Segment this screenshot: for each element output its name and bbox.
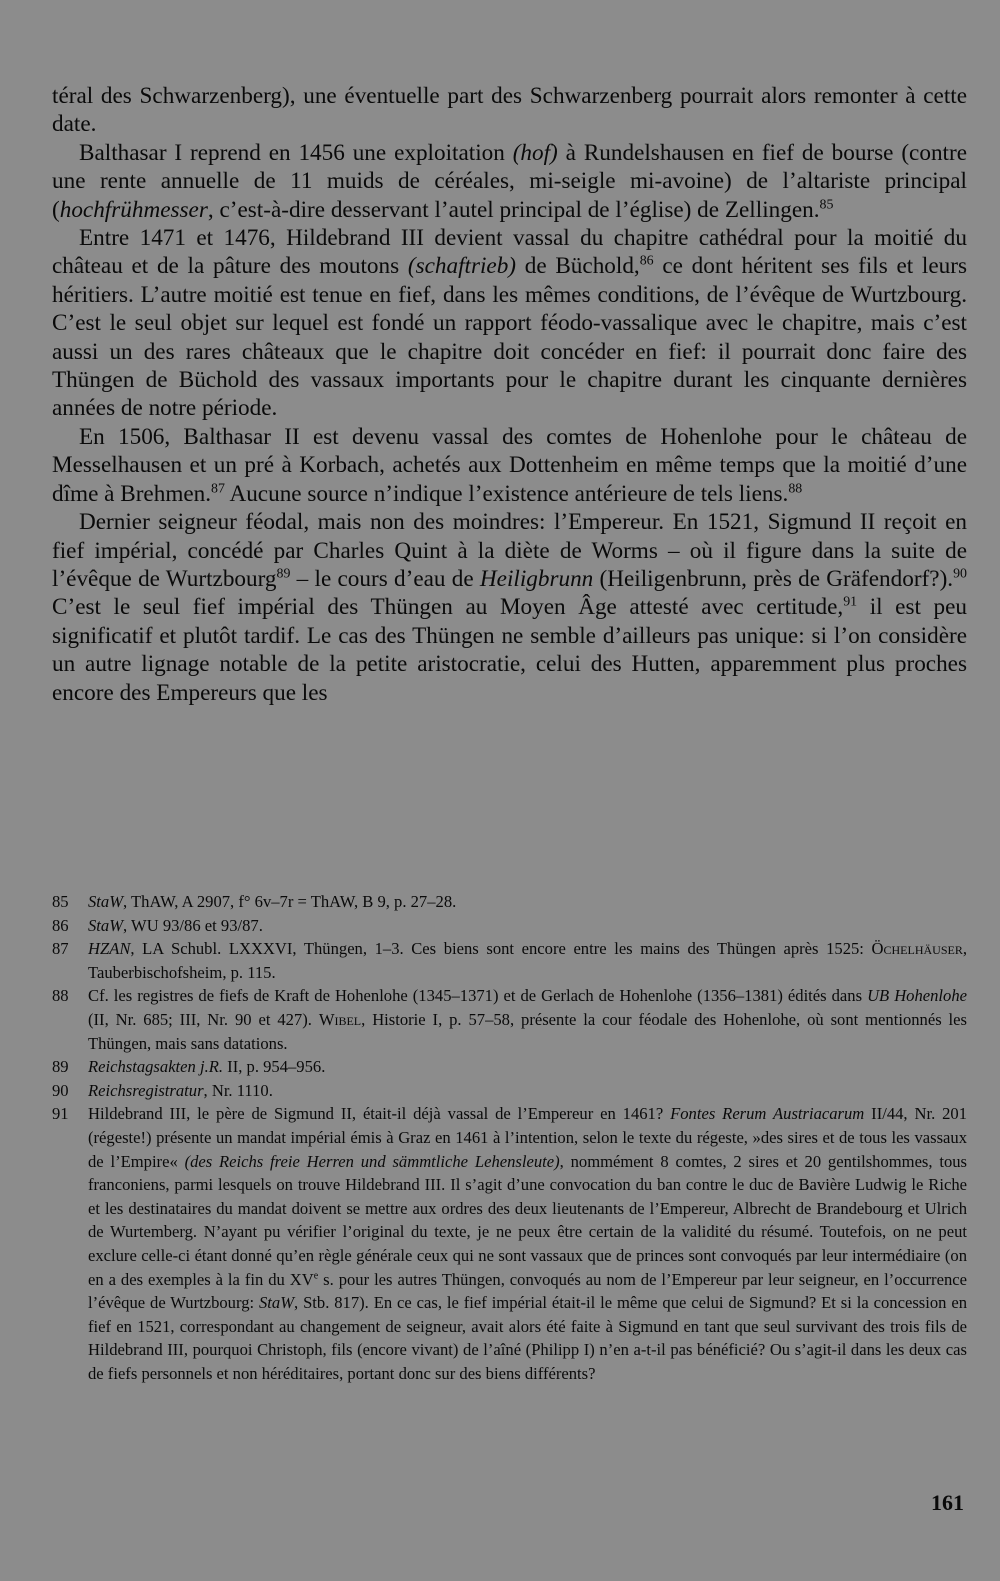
- footnote-text: Hildebrand III, le père de Sigmund II, était-il déjà vassal de l’Empereur en 1461? Fontes Rerum Austriacarum II/44, Nr. 201 (régeste!) présente un mandat impérial émis à Graz en 1461 à l’intention, selon le texte du régeste, »des sires et de tous les vassaux de l’Empire« (des Reichs freie Herren und sämmtliche Lehensleute), nommément 8 comtes, 2 sires et 20 gentilshommes, tous franconiens, parmi lesquels on trouve Hildebrand III. Il s’agit d’une convocation du ban contre le duc de Bavière Ludwig le Riche et les destinataires du mandat doivent se mettre aux ordres des deux lieutenants de l’Empereur, Albrecht de Brandebourg et Ulrich de Wurtemberg. N’ayant pu vérifier l’original du texte, je ne peux être certain de la validité du résumé. Toutefois, on ne peut exclure celle-ci étant donné qu’en règle générale ceux qui ne sont vassaux que de princes sont convoqués par leur intermédiaire (on en a des exemples à la fin du XVe s. pour les autres Thüngen, convoqués au nom de l’Empereur par leur seigneur, en l’occurrence l’évêque de Wurtzbourg: StaW, Stb. 817). En ce cas, le fief impérial était-il le même que celui de Sigmund? Et si la concession en fief en 1521, correspondant au changement de seigneur, avait alors été faite à Sigmund en tant que seul survivant des trois fils de Hildebrand III, pourquoi Christoph, fils (encore vivant) de l’aîné (Philipp I) n’en a-t-il pas bénéficié? Ou s’agit-il dans les deux cas de fiefs personnels et non héréditaires, portant donc sur des biens différents?: [88, 1104, 968, 1383]
- page-number: 161: [931, 1490, 964, 1515]
- footnote-ref[interactable]: 89: [276, 566, 291, 582]
- footnote-text: HZAN, LA Schubl. LXXXVI, Thüngen, 1–3. Ces biens sont encore entre les mains des Thüngen après 1525: Öchelhäuser, Tauberbischofsheim, p. 115.: [88, 939, 967, 982]
- footnote-number: 86: [52, 915, 69, 935]
- footnote-number: 87: [52, 939, 69, 959]
- footnotes: [52, 890, 967, 1385]
- footnote-ref[interactable]: 91: [843, 594, 858, 610]
- footnote-number: 88: [52, 986, 69, 1006]
- footnote-ref[interactable]: 90: [953, 566, 967, 582]
- footnote-ref[interactable]: 87: [211, 480, 225, 496]
- footnote-text: StaW, WU 93/86 et 93/87.: [88, 915, 263, 935]
- footnote: [52, 937, 967, 984]
- paragraph: Entre 1471 et 1476, Hildebrand III devient vassal du chapitre cathédral pour la moitié du château et de la pâture des moutons (schaftrieb) de Büchold,$^{86}$ ce dont héritent ses fils et leurs héritiers. L’autre moitié est tenue en fief, dans les mêmes conditions, de l’évêque de Wurtzbourg. C’est le seul objet sur lequel est fondé un rapport féodo-vassalique avec le chapitre, mais c’est aussi un des rares châteaux que le chapitre doit concéder en fief: il pourrait donc faire des Thüngen de Büchold des vassaux importants pour le chapitre durant les cinquante dernières années de notre période.: [52, 225, 967, 422]
- footnote-ref[interactable]: 86: [639, 253, 654, 269]
- footnote: [52, 1055, 967, 1079]
- footnote: [52, 984, 967, 1055]
- footnote-number: 90: [52, 1080, 69, 1100]
- footnote-ref[interactable]: 85: [819, 196, 834, 212]
- footnote-number: 85: [52, 892, 69, 911]
- footnote-ref[interactable]: 88: [788, 480, 803, 496]
- main-text: [52, 82, 967, 707]
- footnote: [52, 1079, 967, 1103]
- footnote-number: 91: [52, 1104, 69, 1124]
- footnote: [52, 1102, 967, 1385]
- footnote: [52, 890, 967, 914]
- footnote-text: StaW, ThAW, A 2907, f° 6v–7r = ThAW, B 9, p. 27–28.: [88, 892, 457, 911]
- footnote-text: Reichstagsakten j.R. II, p. 954–956.: [88, 1057, 326, 1077]
- footnote-number: 89: [52, 1057, 69, 1077]
- paragraph: En 1506, Balthasar II est devenu vassal des comtes de Hohenlohe pour le château de Messelhausen et un pré à Korbach, achetés aux Dottenheim en même temps que la moitié d’une dîme à Brehmen.$^{87}$ Aucune source n’indique l’existence antérieure de tels liens.$^{88}$: [52, 423, 967, 507]
- footnote-text: Reichsregistratur, Nr. 1110.: [88, 1080, 273, 1100]
- paragraph: Dernier seigneur féodal, mais non des moindres: l’Empereur. En 1521, Sigmund II reçoit en fief impérial, concédé par Charles Quint à la diète de Worms – où il figure dans la suite de l’évêque de Wurtzbourg$^{89}$ – le cours d’eau de Heiligbrunn (Heiligenbrunn, près de Gräfendorf?).$^{90}$ C’est le seul fief impérial des Thüngen au Moyen Âge attesté avec certitude,$^{91}$ il est peu significatif et plutôt tardif. Le cas des Thüngen ne semble d’ailleurs pas unique: si l’on considère un autre lignage notable de la petite aristocratie, celui des Hutten, apparemment plus proches encore des Empereurs que les: [52, 509, 967, 706]
- footnote-text: Cf. les registres de fiefs de Kraft de Hohenlohe (1345–1371) et de Gerlach de Hohenlohe (1356–1381) édités dans UB Hohenlohe (II, Nr. 685; III, Nr. 90 et 427). Wibel, Historie I, p. 57–58, présente la cour féodale des Hohenlohe, où sont mentionnés les Thüngen, mais sans datations.: [88, 986, 968, 1053]
- paragraph: Balthasar I reprend en 1456 une exploitation (hof) à Rundelshausen en fief de bourse (contre une rente annuelle de 11 muids de céréales, mi-seigle mi-avoine) de l’altariste principal (hochfrühmesser, c’est-à-dire desservant l’autel principal de l’église) de Zellingen.$^{85}$: [52, 139, 967, 223]
- footnote: [52, 914, 967, 938]
- paragraph: téral des Schwarzenberg), une éventuelle part des Schwarzenberg pourrait alors remonter à cette date.: [52, 83, 967, 138]
